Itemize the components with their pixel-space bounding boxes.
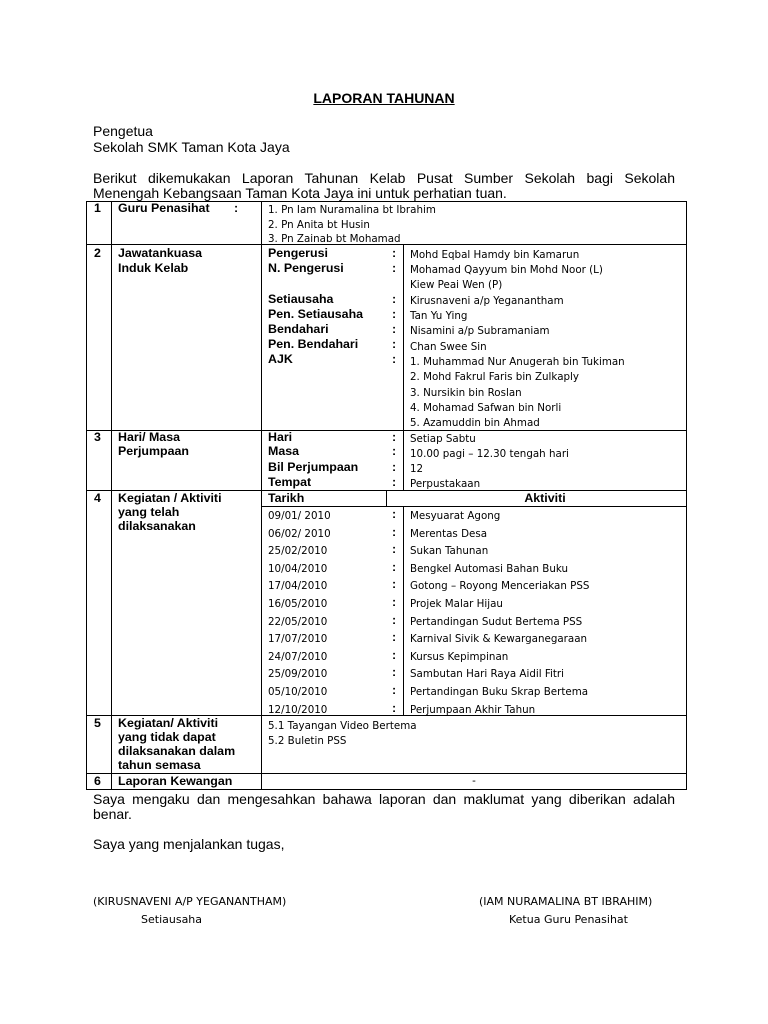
colon: : <box>392 322 397 336</box>
meeting-value: Setiap Sabtu <box>410 433 476 445</box>
intro-line-2: Menengah Kebangsaan Taman Kota Jaya ini untuk perhatian tuan. <box>93 185 507 201</box>
finance-value: - <box>472 775 476 787</box>
colon: : <box>392 560 397 574</box>
colon: : <box>392 444 397 458</box>
role-label: N. Pengerusi <box>268 261 344 275</box>
activity-date: 05/10/2010 <box>268 686 328 698</box>
ajk-member: 5. Azamuddin bin Ahmad <box>410 417 540 429</box>
colon: : <box>392 430 397 444</box>
role-value: Mohd Eqbal Hamdy bin Kamarun <box>410 249 580 261</box>
activity-date: 16/05/2010 <box>268 598 328 610</box>
table-border <box>86 201 87 790</box>
row-label: Hari/ Masa <box>118 430 180 444</box>
activity-name: Sukan Tahunan <box>410 545 489 557</box>
signature-left-name: (KIRUSNAVENI A/P YEGANANTHAM) <box>93 895 287 908</box>
colon: : <box>392 246 397 260</box>
activity-name: Bengkel Automasi Bahan Buku <box>410 563 569 575</box>
table-border <box>403 506 404 715</box>
ajk-member: 3. Nursikin bin Roslan <box>410 387 522 399</box>
activity-date: 10/04/2010 <box>268 563 328 575</box>
role-label: AJK <box>268 352 293 366</box>
colon: : <box>392 665 397 679</box>
meeting-key: Masa <box>268 444 299 458</box>
row-number: 3 <box>94 430 101 444</box>
colon: : <box>392 542 397 556</box>
activity-date: 22/05/2010 <box>268 616 328 628</box>
table-border <box>403 244 404 491</box>
row-label: yang telah <box>118 505 180 519</box>
activity-date: 12/10/2010 <box>268 704 328 716</box>
meeting-value: 10.00 pagi – 12.30 tengah hari <box>410 448 569 460</box>
colon: : <box>392 292 397 306</box>
activity-date: 25/09/2010 <box>268 668 328 680</box>
row-label: Perjumpaan <box>118 444 189 458</box>
row-number: 6 <box>94 774 101 788</box>
row-label: Kegiatan / Aktiviti <box>118 491 222 505</box>
activity-name: Kursus Kepimpinan <box>410 651 509 663</box>
colon: : <box>392 475 397 489</box>
meeting-key: Bil Perjumpaan <box>268 460 359 474</box>
meeting-key: Tempat <box>268 475 312 489</box>
colon: : <box>392 613 397 627</box>
advisor-item: 2. Pn Anita bt Husin <box>268 219 370 231</box>
colon: : <box>234 201 239 215</box>
colon: : <box>392 261 397 275</box>
activity-date: 09/01/ 2010 <box>268 510 331 522</box>
row-number: 2 <box>94 246 101 260</box>
activity-name: Pertandingan Buku Skrap Bertema <box>410 686 589 698</box>
colon: : <box>392 507 397 521</box>
colon: : <box>392 683 397 697</box>
activity-name: Gotong – Royong Menceriakan PSS <box>410 580 590 592</box>
table-border <box>686 201 687 790</box>
signature-right-name: (IAM NURAMALINA BT IBRAHIM) <box>479 895 653 908</box>
row-number: 5 <box>94 716 101 730</box>
colon: : <box>392 577 397 591</box>
role-value: Kiew Peai Wen (P) <box>410 279 503 291</box>
declaration-line-2: benar. <box>93 806 132 822</box>
role-label: Pengerusi <box>268 246 328 260</box>
activity-date: 24/07/2010 <box>268 651 328 663</box>
recipient-school: Sekolah SMK Taman Kota Jaya <box>93 139 290 155</box>
row-label: Kegiatan/ Aktiviti <box>118 716 219 730</box>
report-title: LAPORAN TAHUNAN <box>313 90 455 106</box>
row-label: Jawatankuasa <box>118 246 203 260</box>
advisor-item: 3. Pn Zainab bt Mohamad <box>268 233 401 245</box>
table-border <box>261 201 262 790</box>
colon: : <box>392 648 397 662</box>
closing-line: Saya yang menjalankan tugas, <box>93 836 285 852</box>
signature-left-role: Setiausaha <box>141 913 203 926</box>
recipient-title: Pengetua <box>93 123 153 139</box>
table-border <box>86 789 687 790</box>
colon: : <box>392 630 397 644</box>
role-value: Kirusnaveni a/p Yeganantham <box>410 295 564 307</box>
activity-name: Karnival Sivik & Kewarganegaraan <box>410 633 588 645</box>
intro-line-1: Berikut dikemukakan Laporan Tahunan Kelab Pusat Sumber Sekolah bagi Sekolah <box>93 170 675 186</box>
activity-date: 06/02/ 2010 <box>268 528 331 540</box>
declaration-line-1: Saya mengaku dan mengesahkan bahawa laporan dan maklumat yang diberikan adalah <box>93 791 675 807</box>
signature-right-role: Ketua Guru Penasihat <box>509 913 628 926</box>
row-label: yang tidak dapat <box>118 730 216 744</box>
meeting-key: Hari <box>268 430 293 444</box>
activity-name: Pertandingan Sudut Bertema PSS <box>410 616 583 628</box>
role-label: Pen. Bendahari <box>268 337 359 351</box>
role-label: Setiausaha <box>268 292 334 306</box>
role-value: Tan Yu Ying <box>410 310 468 322</box>
table-border <box>386 490 387 506</box>
row-label: dilaksanakan dalam <box>118 744 236 758</box>
unfinished-item: 5.2 Buletin PSS <box>268 735 347 747</box>
colon: : <box>392 595 397 609</box>
role-value: Chan Swee Sin <box>410 341 487 353</box>
colon: : <box>392 337 397 351</box>
row-label: Induk Kelab <box>118 261 189 275</box>
ajk-member: 1. Muhammad Nur Anugerah bin Tukiman <box>410 356 625 368</box>
activity-date: 17/07/2010 <box>268 633 328 645</box>
date-column-header: Tarikh <box>268 491 305 505</box>
row-label: tahun semasa <box>118 758 201 772</box>
ajk-member: 2. Mohd Fakrul Faris bin Zulkaply <box>410 371 579 383</box>
ajk-member: 4. Mohamad Safwan bin Norli <box>410 402 562 414</box>
activity-name: Perjumpaan Akhir Tahun <box>410 704 536 716</box>
activity-date: 17/04/2010 <box>268 580 328 592</box>
role-value: Mohamad Qayyum bin Mohd Noor (L) <box>410 264 603 276</box>
colon: : <box>392 307 397 321</box>
meeting-value: Perpustakaan <box>410 478 481 490</box>
colon: : <box>392 352 397 366</box>
row-number: 1 <box>94 201 101 215</box>
row-label: Guru Penasihat <box>118 201 210 215</box>
meeting-value: 12 <box>410 463 424 475</box>
table-border <box>261 506 687 507</box>
unfinished-item: 5.1 Tayangan Video Bertema <box>268 720 417 732</box>
colon: : <box>392 701 397 715</box>
role-label: Pen. Setiausaha <box>268 307 364 321</box>
role-value: Nisamini a/p Subramaniam <box>410 325 550 337</box>
row-number: 4 <box>94 491 101 505</box>
activity-name: Mesyuarat Agong <box>410 510 501 522</box>
row-label: Laporan Kewangan <box>118 774 233 788</box>
role-label: Bendahari <box>268 322 329 336</box>
activity-name: Merentas Desa <box>410 528 488 540</box>
colon: : <box>392 460 397 474</box>
activity-column-header: Aktiviti <box>524 491 566 505</box>
activity-date: 25/02/2010 <box>268 545 328 557</box>
advisor-item: 1. Pn Iam Nuramalina bt Ibrahim <box>268 204 436 216</box>
colon: : <box>392 525 397 539</box>
activity-name: Projek Malar Hijau <box>410 598 503 610</box>
table-border <box>111 201 112 790</box>
activity-name: Sambutan Hari Raya Aidil Fitri <box>410 668 565 680</box>
row-label: dilaksanakan <box>118 519 196 533</box>
